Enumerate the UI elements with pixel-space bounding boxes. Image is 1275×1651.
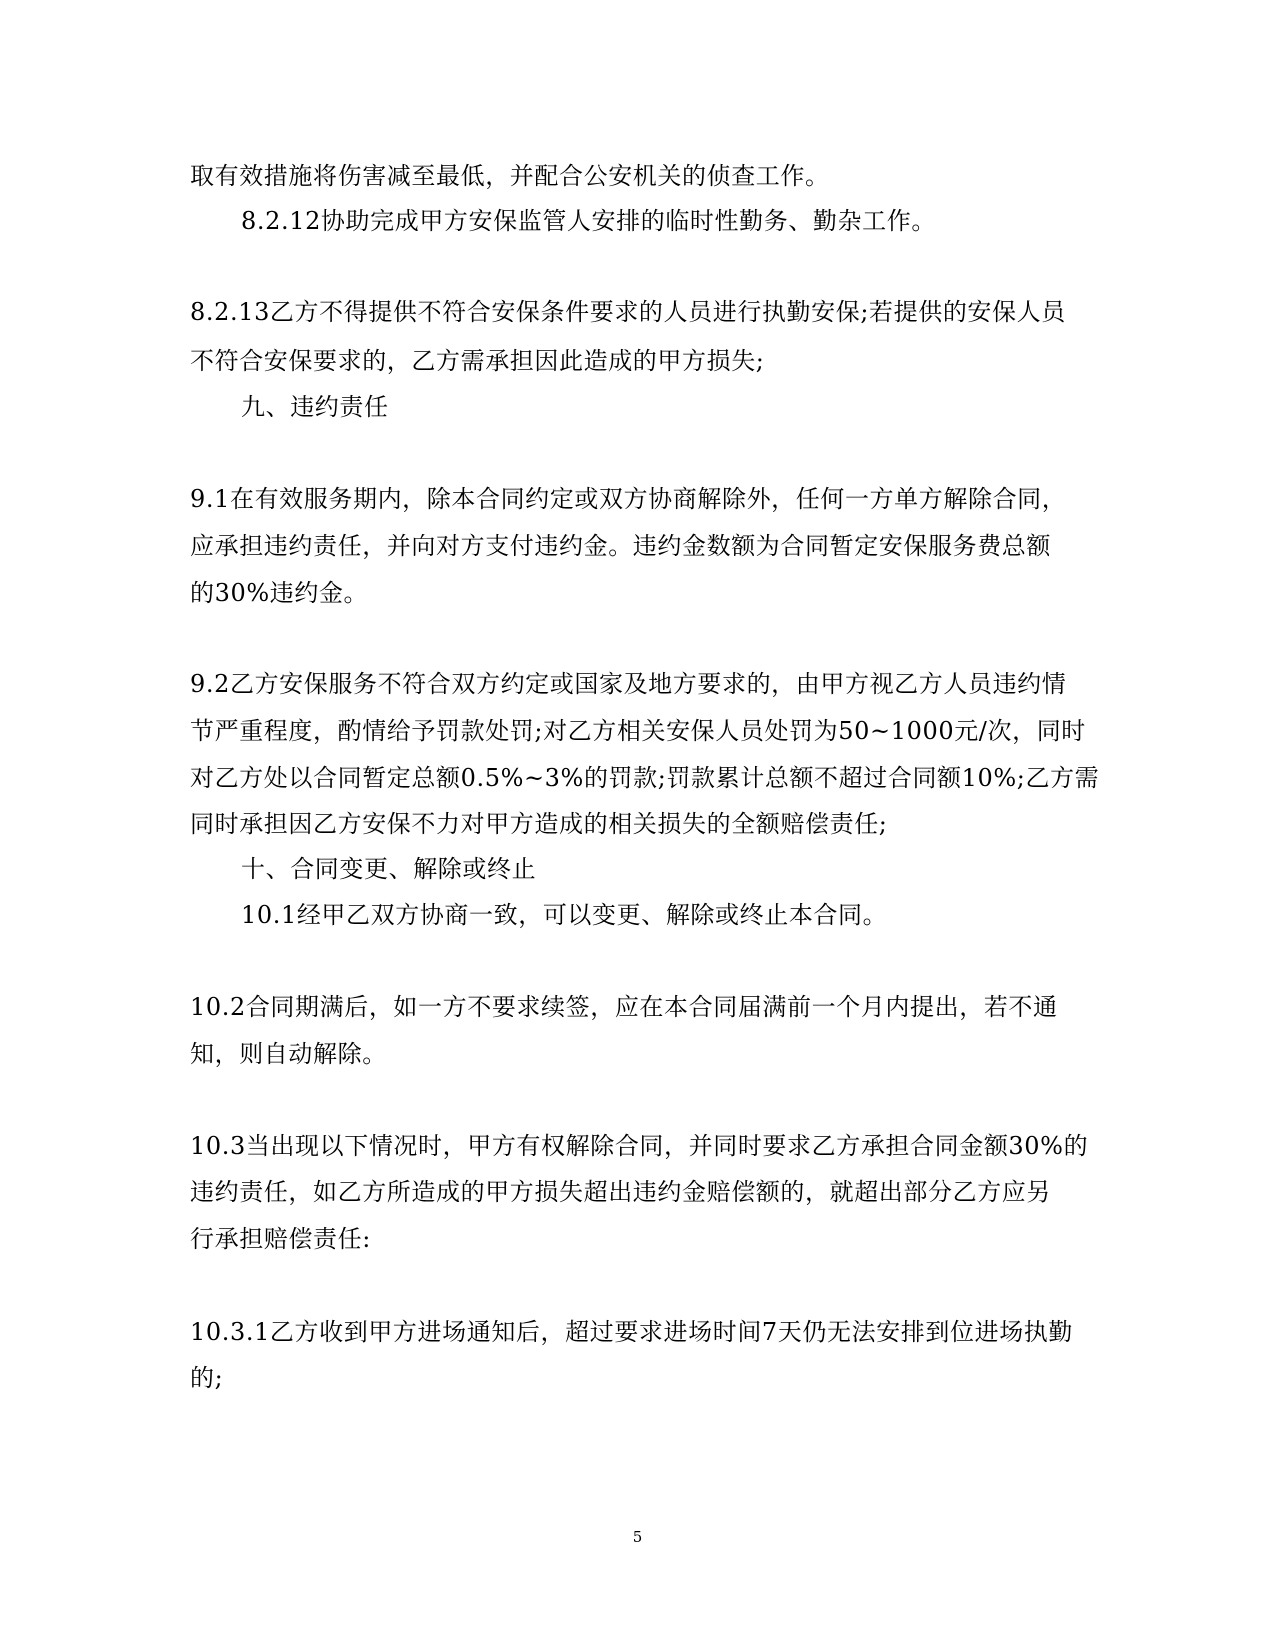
text-line: 违约责任，如乙方所造成的甲方损失超出违约金赔偿额的，就超出部分乙方应另 (190, 1178, 1051, 1206)
text-line: 10.1经甲乙双方协商一致，可以变更、解除或终止本合同。 (241, 901, 888, 929)
text-line: 的30%违约金。 (190, 579, 369, 607)
text-line: 10.3.1乙方收到甲方进场通知后，超过要求进场时间7天仍无法安排到位进场执勤 (190, 1318, 1074, 1346)
text-line: 节严重程度，酌情给予罚款处罚;对乙方相关安保人员处罚为50~1000元/次，同时 (190, 717, 1086, 745)
text-line: 8.2.12协助完成甲方安保监管人安排的临时性勤务、勤杂工作。 (241, 207, 936, 235)
text-line: 10.2合同期满后，如一方不要求续签，应在本合同届满前一个月内提出，若不通 (190, 993, 1058, 1021)
page-number: 5 (632, 1528, 643, 1546)
text-line: 应承担违约责任，并向对方支付违约金。违约金数额为合同暂定安保服务费总额 (190, 532, 1051, 560)
text-line: 对乙方处以合同暂定总额0.5%~3%的罚款;罚款累计总额不超过合同额10%;乙方需 (190, 764, 1100, 792)
text-line: 8.2.13乙方不得提供不符合安保条件要求的人员进行执勤安保;若提供的安保人员 (190, 298, 1066, 326)
text-line: 不符合安保要求的，乙方需承担因此造成的甲方损失; (190, 347, 765, 375)
text-line: 行承担赔偿责任: (190, 1225, 371, 1253)
text-line: 的; (190, 1364, 224, 1392)
section-heading: 九、违约责任 (241, 393, 389, 421)
text-line: 9.2乙方安保服务不符合双方约定或国家及地方要求的，由甲方视乙方人员违约情 (190, 670, 1067, 698)
text-line: 知，则自动解除。 (190, 1040, 387, 1068)
text-line: 同时承担因乙方安保不力对甲方造成的相关损失的全额赔偿责任; (190, 810, 888, 838)
text-line: 9.1在有效服务期内，除本合同约定或双方协商解除外，任何一方单方解除合同， (190, 485, 1067, 513)
text-line: 取有效措施将伤害减至最低，并配合公安机关的侦查工作。 (190, 162, 830, 190)
section-heading: 十、合同变更、解除或终止 (241, 855, 537, 883)
text-line: 10.3当出现以下情况时，甲方有权解除合同，并同时要求乙方承担合同金额30%的 (190, 1132, 1089, 1160)
